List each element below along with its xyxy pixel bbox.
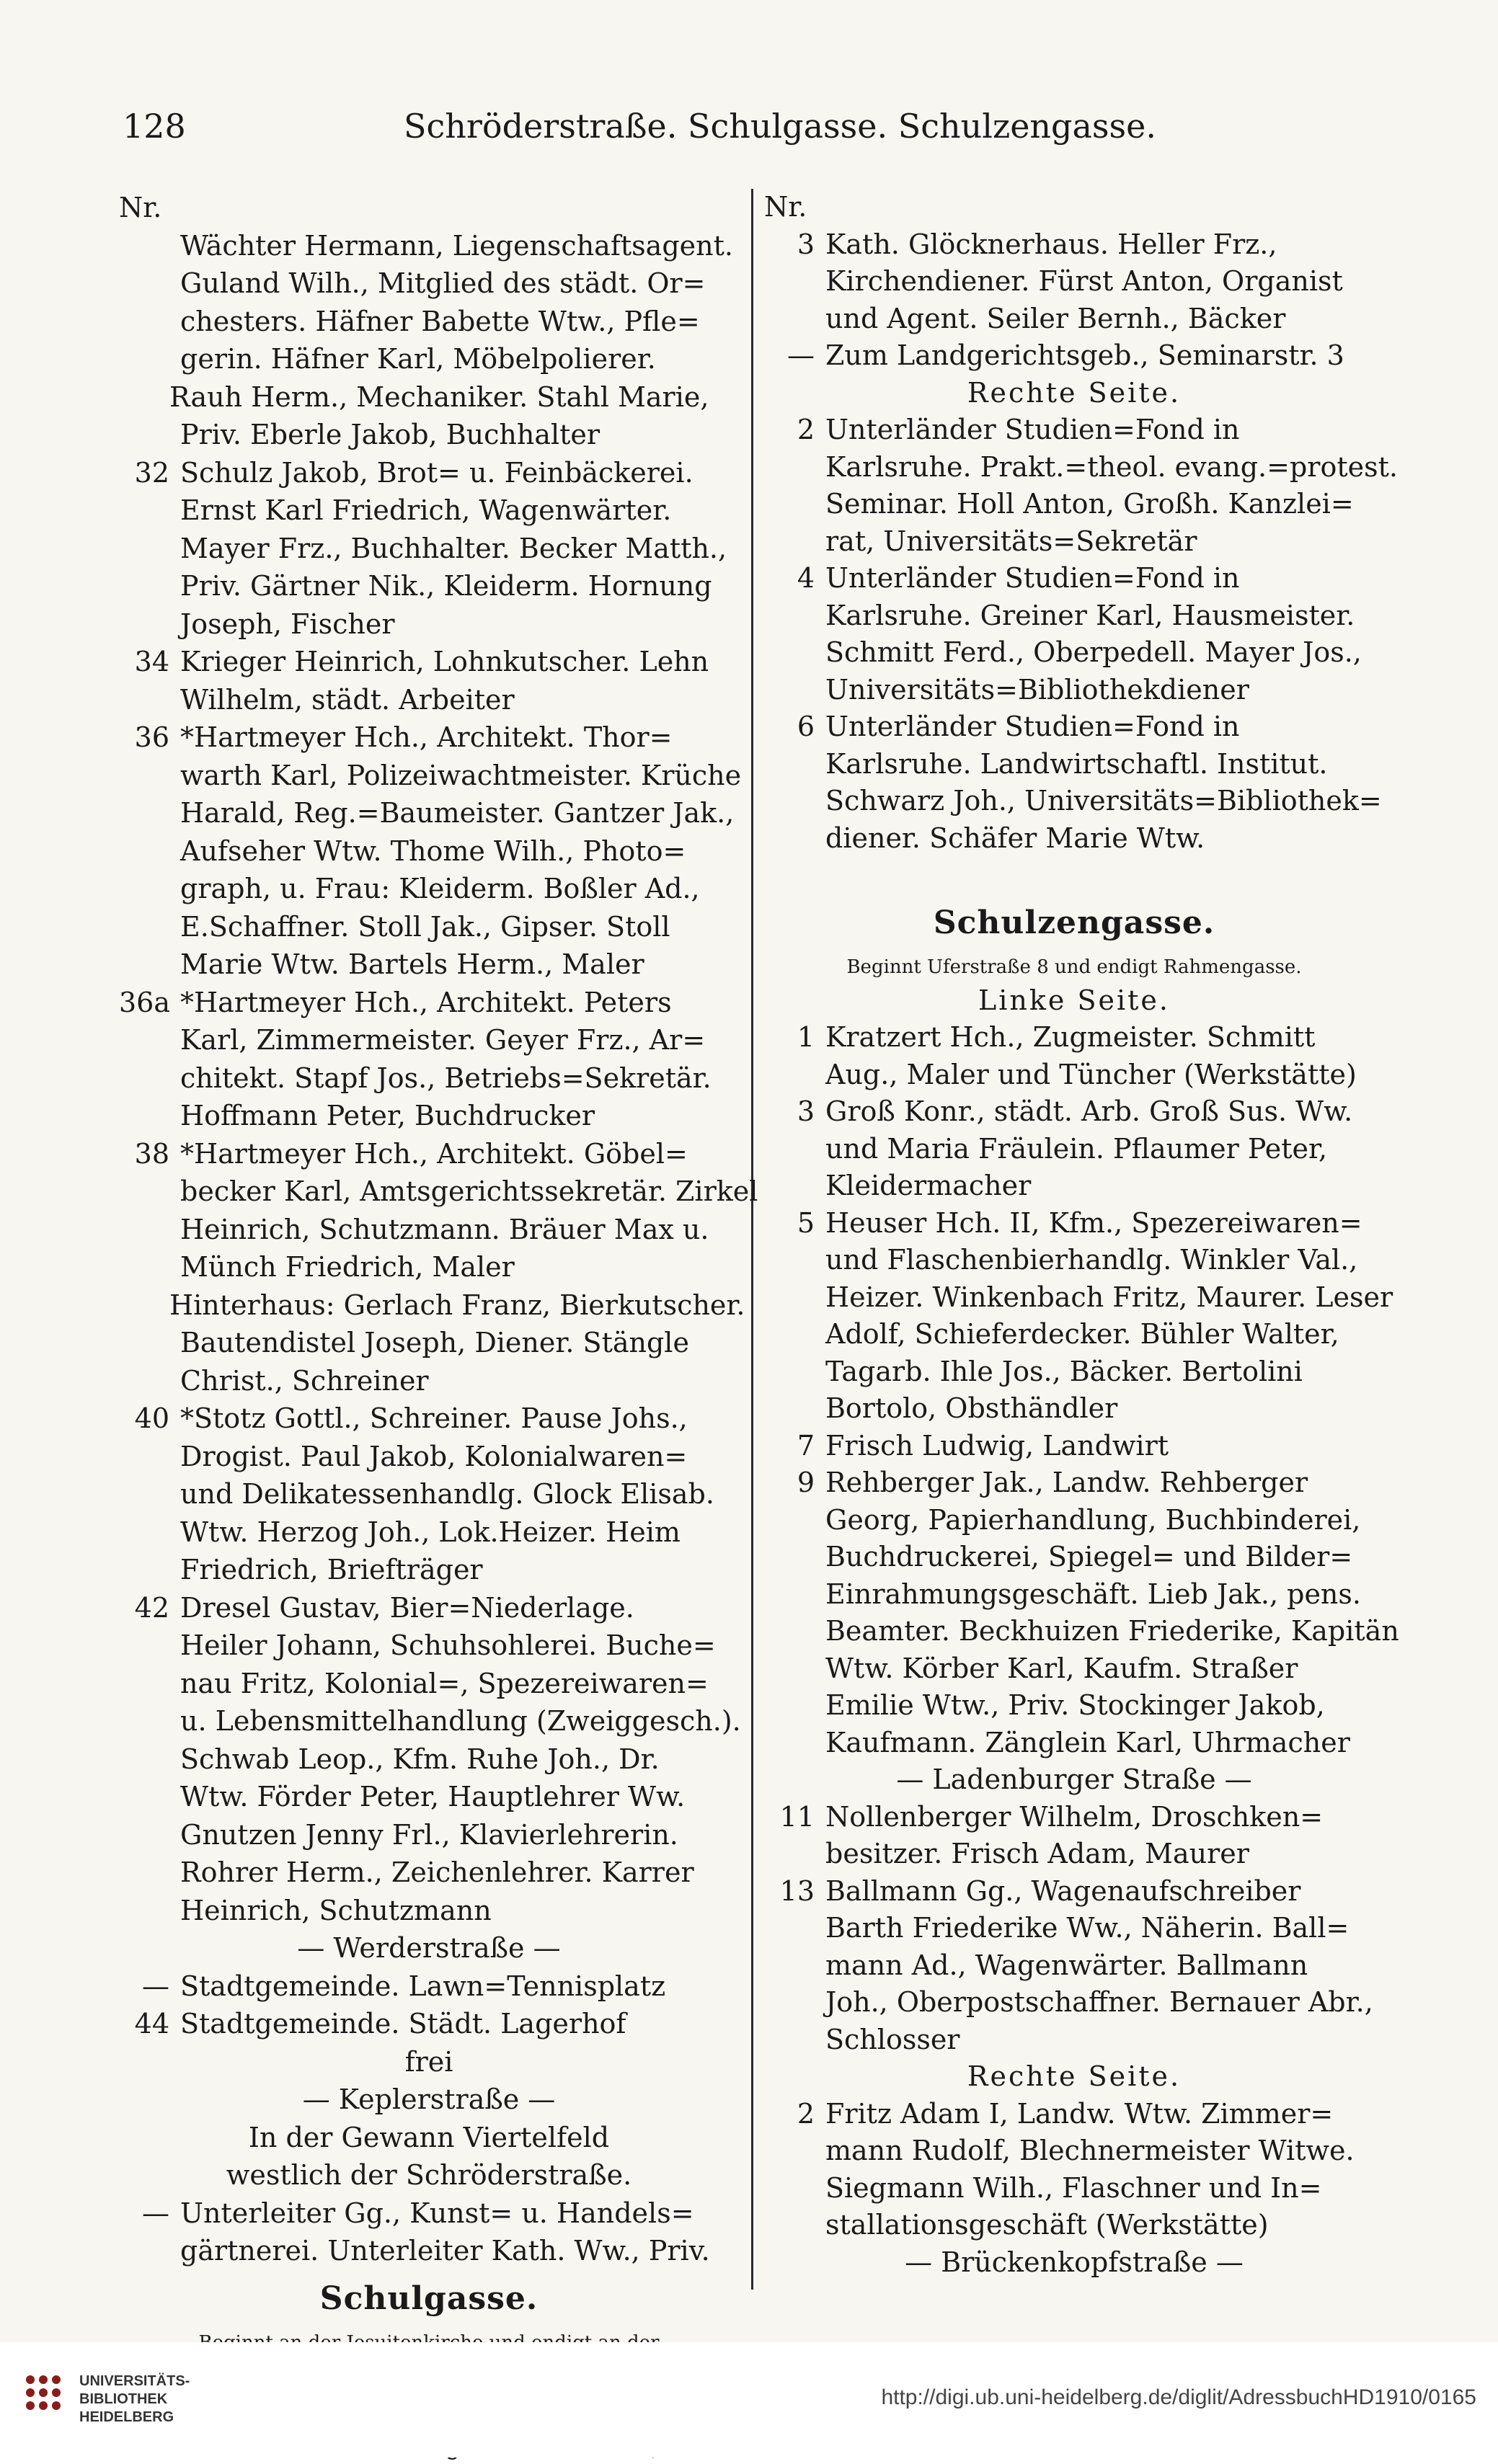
entry-text: Heinrich, Schutzmann. Bräuer Max u. — [180, 1213, 709, 1245]
entry-text: Wilhelm, städt. Arbeiter — [180, 683, 515, 716]
entry-text: mann Ad., Wagenwärter. Ballmann — [825, 1949, 1308, 1981]
entry-text: Hoffmann Peter, Buchdrucker — [180, 1100, 595, 1131]
footer — [0, 2342, 1498, 2458]
entry-line — [119, 340, 739, 378]
entry-line — [119, 984, 739, 1022]
entry-line — [119, 1778, 739, 1816]
entry-text: Münch Friedrich, Maler — [180, 1251, 515, 1283]
house-number: 36a — [119, 986, 171, 1018]
entry-line — [764, 1242, 1384, 1279]
entry-line — [119, 870, 739, 908]
entry-text: Dresel Gustav, Bier=Niederlage. — [180, 1591, 634, 1624]
entry-text: Mayer Frz., Buchhalter. Becker Matth., — [180, 532, 727, 564]
entry-text: In der Gewann Viertelfeld — [248, 2121, 610, 2153]
entry-text: u. Lebensmittelhandlung (Zweiggesch.). — [180, 1705, 741, 1737]
entry-text: Schmitt Ferd., Oberpedell. Mayer Jos., — [825, 636, 1362, 668]
entry-line — [119, 757, 742, 795]
entry-line — [764, 412, 1384, 449]
entry-line — [764, 1205, 1384, 1242]
entry-line — [764, 982, 1384, 1020]
entry-line — [764, 1167, 1384, 1205]
entry-text: Stadtgemeinde. Lawn=Tennisplatz — [180, 1970, 666, 2002]
entry-text: Unterländer Studien=Fond in — [825, 562, 1240, 594]
entry-text: chitekt. Stapf Jos., Betriebs=Sekretär. — [180, 1062, 712, 1094]
entry-line — [119, 1021, 739, 1059]
entry-line — [119, 416, 739, 454]
entry-text: Seminar. Holl Anton, Großh. Kanzlei= — [825, 488, 1354, 520]
entry-line — [119, 1324, 739, 1362]
source-url-link[interactable]: http://digi.ub.uni-heidelberg.de/diglit/AdressbuchHD1910/0165 — [881, 2385, 1476, 2409]
entry-line — [764, 746, 1384, 783]
entry-text: Hinterhaus: Gerlach Franz, Bierkutscher. — [169, 1289, 745, 1321]
entry-line — [764, 1910, 1384, 1947]
entry-text: Frisch Ludwig, Landwirt — [825, 1429, 1169, 1462]
entry-text: — Brückenkopfstraße — — [905, 2246, 1244, 2278]
entry-line — [764, 1093, 1384, 1131]
entry-text: rat, Universitäts=Sekretär — [825, 525, 1197, 557]
entry-line — [764, 1502, 1384, 1539]
entry-text: Groß Konr., städt. Arb. Groß Sus. Ww. — [825, 1095, 1353, 1127]
entry-text: gärtnerei. Unterleiter Kath. Ww., Priv. — [180, 2235, 710, 2267]
column-divider — [751, 189, 753, 2290]
entry-line — [764, 2058, 1384, 2096]
entry-text: Wtw. Körber Karl, Kaufm. Straßer — [825, 1652, 1298, 1684]
entry-text: *Hartmeyer Hch., Architekt. Göbel= — [180, 1137, 688, 1170]
entry-text: Kirchendiener. Fürst Anton, Organist — [825, 265, 1343, 297]
entry-text: E.Schaffner. Stoll Jak., Gipser. Stoll — [180, 910, 670, 943]
entry-text: Rohrer Herm., Zeichenlehrer. Karrer — [180, 1856, 694, 1888]
house-number: — — [142, 1970, 169, 2002]
entry-line — [764, 301, 1384, 338]
entry-text: Fritz Adam I, Landw. Wtw. Zimmer= — [825, 2097, 1334, 2130]
entry-text: Ballmann Gg., Wagenaufschreiber — [825, 1874, 1301, 1907]
entry-line — [764, 1984, 1384, 2022]
entry-line — [764, 449, 1398, 486]
entry-text: becker Karl, Amtsgerichtssekretär. Zirkel — [180, 1175, 758, 1207]
entry-line — [764, 263, 1384, 301]
entry-text: westlich der Schröderstraße. — [226, 2159, 632, 2191]
entry-line — [764, 1687, 1384, 1725]
entry-line — [764, 1725, 1384, 1762]
entry-line — [764, 2170, 1384, 2207]
entry-text: gerin. Häfner Karl, Möbelpolierer. — [180, 343, 656, 375]
entry-line — [119, 1740, 739, 1779]
entry-line — [119, 303, 739, 341]
entry-line — [119, 454, 739, 492]
house-number: 38 — [134, 1137, 169, 1170]
left-column — [119, 189, 758, 2464]
entry-line — [119, 1967, 739, 2006]
entry-text: Joh., Oberpostschaffner. Bernauer Abr., — [825, 1986, 1373, 2018]
entry-line — [119, 1438, 739, 1476]
entry-text: Adolf, Schieferdecker. Bühler Walter, — [825, 1318, 1339, 1350]
entry-line — [119, 1362, 739, 1400]
entry-line — [119, 1248, 739, 1286]
entry-line — [764, 486, 1384, 523]
entry-text: Nr. — [764, 191, 807, 223]
house-number: 32 — [134, 456, 169, 489]
page-header — [0, 101, 1498, 151]
entry-line — [119, 1173, 758, 1211]
entry-line — [119, 2119, 739, 2157]
entry-line — [119, 1475, 739, 1513]
entry-line — [764, 857, 1384, 894]
entry-text: Gnutzen Jenny Frl., Klavierlehrerin. — [180, 1818, 678, 1851]
entry-text: Joseph, Fischer — [180, 608, 395, 640]
library-logo-icon — [22, 2371, 65, 2414]
entry-line — [119, 1211, 739, 1249]
house-number: 4 — [797, 562, 815, 594]
entry-text: Universitäts=Bibliothekdiener — [825, 673, 1249, 706]
entry-line — [764, 1799, 1384, 1836]
entry-text: Beamter. Beckhuizen Friederike, Kapitän — [825, 1615, 1399, 1647]
house-number: 3 — [797, 228, 815, 260]
entry-text: Unterländer Studien=Fond in — [825, 414, 1240, 445]
house-number: 13 — [779, 1874, 815, 1907]
entry-line — [764, 1353, 1384, 1391]
entry-line — [764, 1057, 1384, 1094]
entry-text: Rehberger Jak., Landw. Rehberger — [825, 1467, 1308, 1498]
entry-text: Aufseher Wtw. Thome Wilh., Photo= — [180, 835, 686, 867]
entry-line — [119, 2005, 739, 2043]
entry-line — [119, 1551, 739, 1589]
entry-text: Guland Wilh., Mitglied des städt. Or= — [180, 267, 706, 299]
entry-text: Kaufmann. Zänglein Karl, Uhrmacher — [825, 1726, 1350, 1758]
entry-text: Kath. Glöcknerhaus. Heller Frz., — [825, 228, 1277, 260]
entry-line — [119, 1627, 739, 1665]
entry-line — [119, 227, 739, 265]
entry-line — [119, 643, 739, 681]
house-number: 3 — [797, 1095, 815, 1127]
entry-text: Siegmann Wilh., Flaschner und In= — [825, 2171, 1322, 2204]
entry-text: Heiler Johann, Schuhsohlerei. Buche= — [180, 1629, 716, 1661]
entry-text: Wtw. Herzog Joh., Lok.Heizer. Heim — [180, 1516, 681, 1548]
entry-text: Heuser Hch. II, Kfm., Spezereiwaren= — [825, 1206, 1362, 1239]
entry-line — [119, 2194, 739, 2233]
entry-text: Bautendistel Joseph, Diener. Stängle — [180, 1327, 689, 1358]
house-number: 7 — [797, 1429, 815, 1462]
entry-text: Heinrich, Schutzmann — [180, 1894, 492, 1926]
entry-line — [119, 1059, 739, 1098]
entry-line — [764, 708, 1384, 746]
entry-text: *Hartmeyer Hch., Architekt. Thor= — [180, 721, 673, 753]
entry-text: graph, u. Frau: Kleiderm. Boßler Ad., — [180, 873, 700, 904]
entry-line — [119, 719, 739, 757]
entry-text: und Maria Fräulein. Pflaumer Peter, — [825, 1132, 1328, 1165]
entry-text: — Keplerstraße — — [302, 2083, 556, 2115]
entry-text: Bortolo, Obsthändler — [825, 1392, 1118, 1424]
entry-text: Rauh Herm., Mechaniker. Stahl Marie, — [169, 381, 709, 413]
logo-line: UNIVERSITÄTS- — [79, 2373, 190, 2389]
entry-line — [119, 1816, 739, 1854]
entry-text: mann Rudolf, Blechnermeister Witwe. — [825, 2135, 1355, 2166]
entry-text: und Delikatessenhandlg. Glock Elisab. — [180, 1478, 714, 1510]
entry-line — [764, 189, 1384, 226]
entry-line — [764, 2096, 1384, 2133]
entry-text: Stadtgemeinde. Städt. Lagerhof — [180, 2008, 626, 2040]
entry-line — [119, 492, 739, 530]
entry-text: und Agent. Seiler Bernh., Bäcker — [825, 302, 1286, 334]
entry-text: Rechte Seite. — [967, 2060, 1182, 2092]
house-number: 6 — [797, 711, 815, 742]
entry-text: Karlsruhe. Prakt.=theol. evang.=protest. — [825, 450, 1398, 483]
house-number: 36 — [134, 721, 169, 753]
house-number: 2 — [797, 414, 815, 445]
entry-text: Linke Seite. — [978, 984, 1170, 1016]
entry-text: Krieger Heinrich, Lohnkutscher. Lehn — [180, 646, 709, 677]
entry-line — [764, 1539, 1384, 1576]
entry-text: *Stotz Gottl., Schreiner. Pause Johs., — [180, 1402, 688, 1434]
entry-line — [764, 1316, 1384, 1353]
entry-text: Wtw. Förder Peter, Hauptlehrer Ww. — [180, 1781, 686, 1813]
entry-line — [764, 894, 1384, 952]
entry-text: Kratzert Hch., Zugmeister. Schmitt — [825, 1021, 1316, 1053]
entry-text: Karl, Zimmermeister. Geyer Frz., Ar= — [180, 1024, 706, 1056]
entry-text: warth Karl, Polizeiwachtmeister. Krüche — [180, 759, 742, 791]
right-column — [764, 189, 1399, 2281]
entry-line — [119, 1400, 739, 1438]
house-number: 9 — [797, 1467, 815, 1498]
entry-line — [764, 2022, 1384, 2059]
entry-text: frei — [404, 2045, 453, 2078]
entry-line — [119, 1589, 739, 1627]
entry-text: Nr. — [119, 192, 162, 223]
entry-text: — Werderstraße — — [297, 1932, 561, 1964]
entry-line — [764, 1019, 1384, 1057]
entry-line — [119, 1929, 739, 1967]
entry-line — [764, 1279, 1393, 1317]
house-number: 1 — [797, 1021, 815, 1053]
house-number: — — [787, 339, 815, 371]
entry-text: Zum Landgerichtsgeb., Seminarstr. 3 — [825, 339, 1344, 371]
entry-line — [119, 794, 739, 832]
entry-line — [764, 1428, 1384, 1465]
entry-line — [119, 1665, 739, 1703]
entry-text: Barth Friederike Ww., Näherin. Ball= — [825, 1912, 1349, 1944]
entry-text: Unterländer Studien=Fond in — [825, 711, 1240, 742]
entry-line — [119, 1097, 739, 1135]
entry-line — [119, 2156, 739, 2194]
entry-line — [764, 1650, 1384, 1688]
entry-text: Karlsruhe. Landwirtschaftl. Institut. — [825, 747, 1328, 780]
entry-line — [119, 1892, 739, 1930]
entry-line — [764, 560, 1384, 597]
entry-line — [764, 1390, 1384, 1428]
entry-line — [119, 946, 739, 984]
entry-line — [119, 1854, 739, 1892]
entry-line — [764, 1613, 1399, 1650]
entry-line — [764, 2207, 1384, 2244]
entry-line — [764, 1576, 1384, 1614]
house-number: 40 — [134, 1402, 169, 1434]
entry-line — [764, 672, 1384, 709]
entry-text: Aug., Maler und Tüncher (Werkstätte) — [825, 1058, 1357, 1090]
entry-line — [764, 1873, 1384, 1911]
entry-text: Ernst Karl Friedrich, Wagenwärter. — [180, 494, 672, 526]
house-number: — — [142, 2197, 169, 2229]
entry-line — [764, 597, 1384, 635]
entry-line — [119, 1286, 745, 1325]
entry-text: Marie Wtw. Bartels Herm., Maler — [180, 948, 644, 980]
entry-text: Rechte Seite. — [967, 376, 1182, 409]
entry-line — [119, 530, 739, 568]
entry-line — [119, 567, 739, 605]
entry-line — [764, 2244, 1384, 2282]
entry-text: Emilie Wtw., Priv. Stockinger Jakob, — [825, 1689, 1325, 1721]
entry-line — [119, 908, 739, 946]
house-number: 42 — [134, 1591, 169, 1624]
house-number: 11 — [779, 1800, 815, 1833]
entry-text: Christ., Schreiner — [180, 1364, 429, 1397]
entry-line — [119, 605, 739, 644]
entry-text: Tagarb. Ihle Jos., Bäcker. Bertolini — [825, 1355, 1303, 1387]
entry-text: chesters. Häfner Babette Wtw., Pfle= — [180, 305, 700, 337]
entry-text: Einrahmungsgeschäft. Lieb Jak., pens. — [825, 1578, 1361, 1610]
entry-text: Georg, Papierhandlung, Buchbinderei, — [825, 1503, 1361, 1536]
entry-text: Priv. Eberle Jakob, Buchhalter — [180, 419, 600, 450]
entry-line — [119, 2232, 739, 2270]
entry-text: stallationsgeschäft (Werkstätte) — [825, 2209, 1269, 2241]
entry-line — [764, 1464, 1384, 1502]
entry-text: Karlsruhe. Greiner Karl, Hausmeister. — [825, 599, 1355, 631]
entry-text: Beginnt Uferstraße 8 und endigt Rahmengasse. — [846, 956, 1302, 978]
entry-line — [119, 378, 739, 417]
entry-line — [119, 1702, 739, 1740]
entry-line — [119, 2081, 739, 2119]
entry-text: Schwab Leop., Kfm. Ruhe Joh., Dr. — [180, 1743, 660, 1775]
entry-line — [764, 337, 1384, 375]
entry-text: Schwarz Joh., Universitäts=Bibliothek= — [825, 785, 1382, 817]
entry-line — [119, 2270, 739, 2328]
entry-text: Priv. Gärtner Nik., Kleiderm. Hornung — [180, 570, 712, 602]
entry-text: diener. Schäfer Marie Wtw. — [825, 822, 1205, 854]
house-number: 2 — [797, 2097, 815, 2130]
entry-line — [764, 226, 1384, 264]
entry-line — [119, 832, 739, 871]
entry-text: Schulz Jakob, Brot= u. Feinbäckerei. — [180, 456, 693, 489]
house-number: 44 — [134, 2008, 169, 2040]
entry-line — [764, 1761, 1384, 1799]
entry-line — [119, 1513, 739, 1552]
entry-text: Schlosser — [825, 2023, 960, 2055]
entry-line — [764, 1131, 1384, 1168]
entry-line — [119, 264, 739, 303]
logo-line: HEIDELBERG — [79, 2409, 174, 2425]
library-logo-text — [79, 2372, 190, 2427]
entry-line — [764, 2132, 1384, 2170]
entry-text: und Flaschenbierhandlg. Winkler Val., — [825, 1244, 1358, 1276]
entry-text: Drogist. Paul Jakob, Kolonialwaren= — [180, 1440, 688, 1472]
house-number: 5 — [797, 1206, 815, 1239]
entry-line — [764, 375, 1384, 412]
page-title: Schröderstraße. Schulgasse. Schulzengasse. — [404, 107, 1156, 146]
entry-text: Schulzengasse. — [933, 904, 1215, 941]
entry-line — [119, 681, 739, 719]
entry-line — [119, 1135, 739, 1173]
entry-text: Kleidermacher — [825, 1170, 1032, 1201]
logo-line: BIBLIOTHEK — [79, 2391, 168, 2407]
page-number: 128 — [123, 107, 186, 146]
entry-line — [119, 2043, 739, 2081]
entry-text: besitzer. Frisch Adam, Maurer — [825, 1838, 1249, 1869]
entry-text: Heizer. Winkenbach Fritz, Maurer. Leser — [825, 1281, 1393, 1313]
entry-text: Nollenberger Wilhelm, Droschken= — [825, 1800, 1324, 1833]
entry-line — [119, 189, 739, 227]
entry-line — [764, 1947, 1384, 1985]
entry-line — [764, 523, 1384, 561]
entry-text: Unterleiter Gg., Kunst= u. Handels= — [180, 2197, 694, 2229]
entry-line — [764, 820, 1384, 858]
entry-text: Friedrich, Briefträger — [180, 1554, 483, 1585]
entry-text: *Hartmeyer Hch., Architekt. Peters — [180, 986, 672, 1018]
entry-text: nau Fritz, Kolonial=, Spezereiwaren= — [180, 1667, 709, 1699]
entry-line — [764, 634, 1384, 672]
house-number: 34 — [134, 646, 169, 677]
entry-line — [764, 1836, 1384, 1873]
entry-text: — Ladenburger Straße — — [896, 1764, 1252, 1795]
entry-line — [764, 783, 1384, 820]
entry-text: Buchdruckerei, Spiegel= und Bilder= — [825, 1541, 1353, 1573]
entry-line — [764, 952, 1384, 982]
entry-text: Wächter Hermann, Liegenschaftsagent. — [180, 229, 733, 262]
entry-text: Harald, Reg.=Baumeister. Gantzer Jak., — [180, 797, 735, 829]
entry-text: Schulgasse. — [319, 2280, 539, 2317]
